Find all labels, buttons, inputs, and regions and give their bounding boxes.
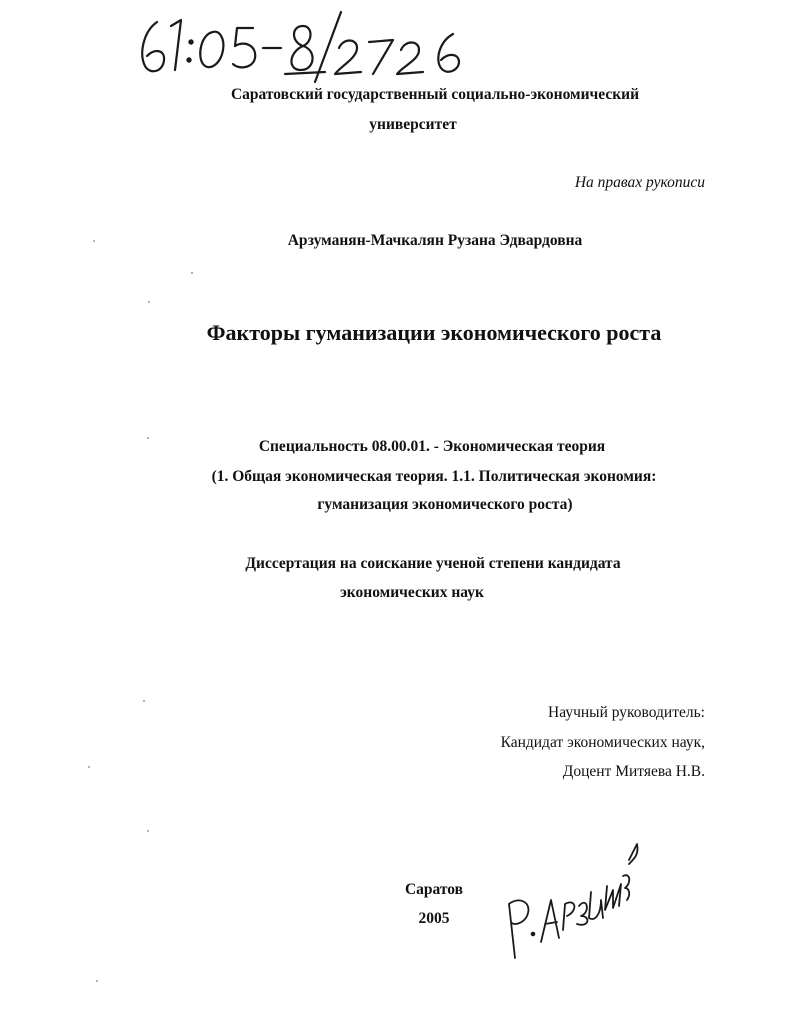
handwritten-archive-code bbox=[135, 8, 475, 83]
scan-speck bbox=[148, 301, 150, 303]
supervisor-label: Научный руководитель: bbox=[548, 704, 705, 721]
scan-speck bbox=[147, 830, 149, 832]
dissertation-degree-line1: Диссертация на соискание ученой степени кандидата bbox=[245, 555, 621, 572]
scan-speck bbox=[88, 766, 90, 768]
author-name: Арзуманян-Мачкалян Рузана Эдвардовна bbox=[287, 232, 583, 249]
university-name-line2: университет bbox=[369, 116, 457, 133]
specialty-line2: (1. Общая экономическая теория. 1.1. Политическая экономия: bbox=[211, 468, 657, 485]
year: 2005 bbox=[418, 910, 450, 927]
university-name-line1: Саратовский государственный социально-экономический bbox=[230, 86, 639, 103]
dissertation-title: Факторы гуманизации экономического роста bbox=[206, 320, 662, 345]
scan-speck bbox=[143, 700, 145, 702]
scan-speck bbox=[96, 980, 98, 982]
scan-speck bbox=[147, 437, 149, 439]
specialty-line3: гуманизация экономического роста) bbox=[317, 496, 573, 513]
scan-speck bbox=[93, 240, 95, 242]
dissertation-degree-line2: экономических наук bbox=[340, 584, 484, 601]
author-signature bbox=[505, 830, 640, 965]
specialty-line1: Специальность 08.00.01. - Экономическая теория bbox=[258, 438, 606, 455]
supervisor-degree: Кандидат экономических наук, bbox=[500, 734, 705, 751]
manuscript-note: На правах рукописи bbox=[574, 174, 705, 191]
supervisor-name: Доцент Митяева Н.В. bbox=[562, 763, 705, 780]
city: Саратов bbox=[404, 881, 464, 898]
scan-speck bbox=[191, 272, 193, 274]
